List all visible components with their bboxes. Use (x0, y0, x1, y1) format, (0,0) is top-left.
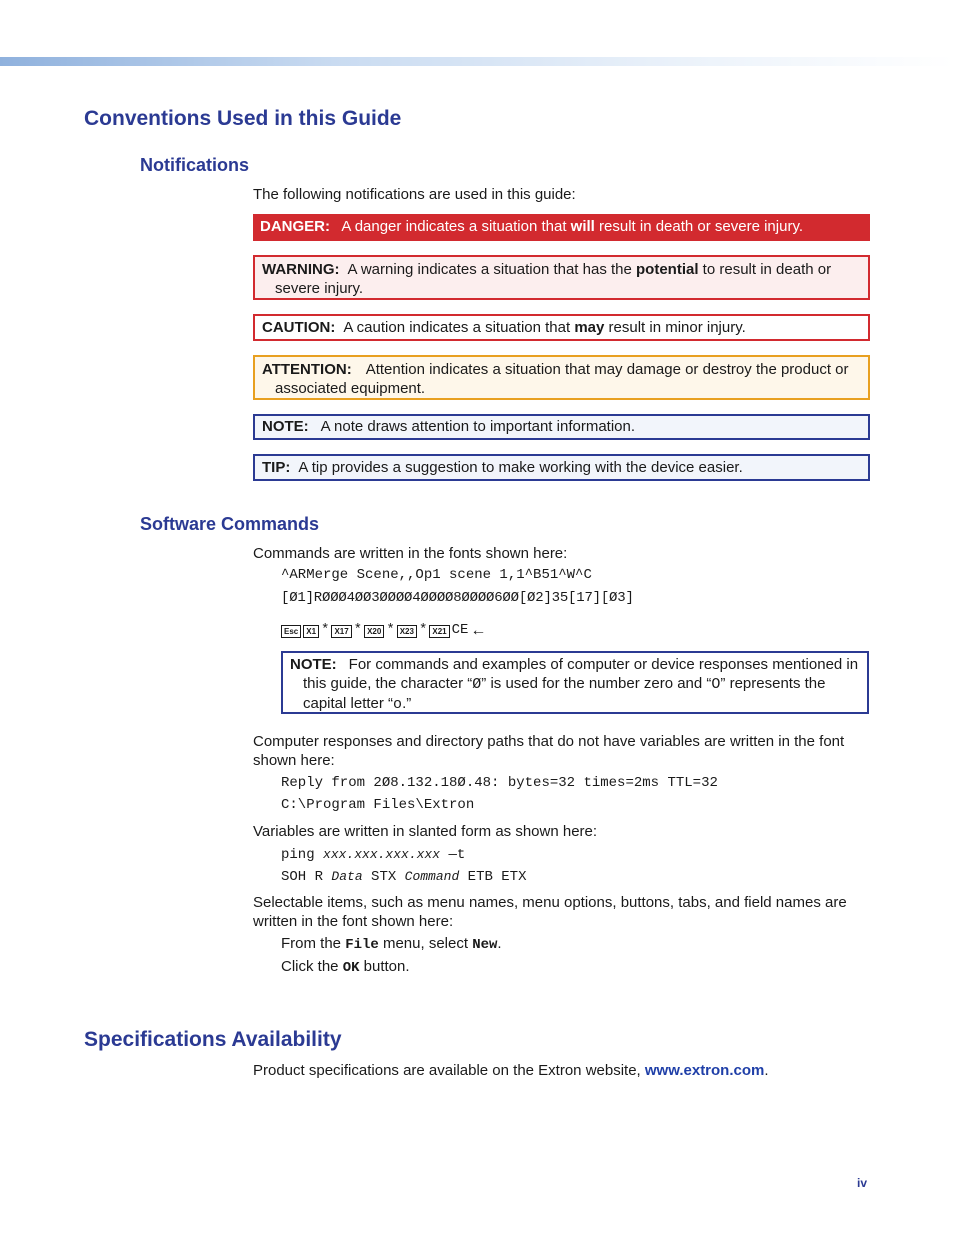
ping-text: ping (281, 847, 324, 863)
caution-box (253, 314, 870, 341)
key-ce: CE (451, 622, 469, 638)
key-x21: X21 (429, 625, 449, 638)
stx-text: STX (362, 869, 405, 885)
ip-variable: xxx.xxx.xxx.xxx (323, 847, 441, 862)
asterisk: * (386, 622, 395, 638)
key-sequence (281, 622, 486, 638)
variable-example-soh (281, 867, 526, 887)
note-zero-box (281, 651, 869, 714)
tip-box (253, 454, 870, 481)
period: . (764, 1062, 769, 1079)
warning-text-end: to result in death or severe injury. (275, 261, 832, 297)
asterisk: * (418, 622, 428, 638)
software-intro: Commands are written in the fonts shown here: (253, 545, 568, 562)
enter-arrow-icon: ← (470, 622, 487, 639)
tip-label: TIP: (262, 459, 291, 476)
attention-box (253, 355, 870, 400)
asterisk: * (353, 622, 363, 638)
variables-intro: Variables are written in slanted form as shown here: (253, 823, 598, 840)
attention-text: Attention indicates a situation that may damage or destroy the product or associated equipment. (275, 361, 849, 397)
specs-sentence: Product specifications are available on the Extron website, (253, 1062, 645, 1079)
note-text: A note draws attention to important information. (320, 418, 636, 435)
from-the-text: From the (281, 935, 346, 952)
caution-text-end: result in minor injury. (604, 319, 746, 336)
warning-text: A warning indicates a situation that has the (347, 261, 637, 278)
warning-bold: potential (636, 261, 699, 278)
etb-text: ETB ETX (459, 869, 527, 885)
attention-label: ATTENTION: (262, 361, 352, 378)
t-flag: —t (440, 847, 466, 863)
note-zero-label: NOTE: (290, 656, 337, 673)
warning-label: WARNING: (262, 261, 340, 278)
selectable-example-button (281, 957, 410, 978)
asterisk: * (321, 622, 330, 638)
danger-label: DANGER: (260, 218, 330, 235)
heading-notifications: Notifications (140, 155, 250, 175)
file-menu-name: File (345, 937, 379, 953)
responses-intro: Computer responses and directory paths that do not have variables are written in the font shown here: (253, 733, 845, 769)
o-char: o (393, 696, 403, 713)
button-text: button. (359, 958, 410, 975)
command-example-2: [Ø1]RØØØ4ØØ3ØØØØ4ØØØØ8ØØØØ6ØØ[Ø2]35[17][Ø3] (281, 590, 634, 606)
heading-specifications: Specifications Availability (84, 1028, 342, 1051)
command-variable: Command (404, 869, 460, 884)
key-x1: X1 (303, 625, 319, 638)
heading-conventions: Conventions Used in this Guide (84, 107, 402, 130)
extron-website-link[interactable]: www.extron.com (644, 1062, 765, 1079)
note-box (253, 414, 870, 440)
caution-bold: may (574, 319, 605, 336)
click-the-text: Click the (281, 958, 343, 975)
command-example-1: ^ARMerge Scene,,Op1 scene 1,1^B51^W^C (281, 567, 592, 583)
caution-label: CAUTION: (262, 319, 336, 336)
caution-text: A caution indicates a situation that (343, 319, 575, 336)
note-label: NOTE: (262, 418, 309, 435)
key-x20: X20 (364, 625, 384, 638)
note-zero-text: ” is used for the number zero and “ (481, 675, 712, 692)
period: . (497, 935, 502, 952)
note-zero-text: ” represents the capital letter “ (303, 675, 826, 712)
danger-box (253, 214, 870, 241)
key-x23: X23 (397, 625, 417, 638)
specs-text (253, 1061, 769, 1080)
note-zero-text: .” (402, 695, 412, 712)
soh-text: SOH R (281, 869, 332, 885)
selectable-example-menu (281, 934, 502, 955)
key-esc: Esc (281, 625, 301, 638)
tip-text: A tip provides a suggestion to make working with the device easier. (298, 459, 743, 476)
ok-button-name: OK (342, 960, 360, 976)
danger-text: A danger indicates a situation that (341, 218, 571, 235)
danger-bold: will (570, 218, 595, 235)
notifications-intro: The following notifications are used in this guide: (253, 186, 576, 203)
page-number: iv (857, 1176, 868, 1190)
warning-box (253, 255, 870, 300)
key-x17: X17 (331, 625, 351, 638)
oh-char: O (711, 676, 721, 693)
selectable-intro: Selectable items, such as menu names, menu options, buttons, tabs, and field names are written in the font shown here: (253, 894, 847, 930)
header-gradient-bar (0, 57, 954, 66)
note-zero-text: For commands and examples of computer or device responses mentioned in this guide, the character “ (303, 656, 859, 692)
heading-software-commands: Software Commands (140, 514, 320, 534)
response-example: Reply from 2Ø8.132.18Ø.48: bytes=32 times=2ms TTL=32 (281, 775, 718, 791)
variable-example-ping (281, 845, 465, 865)
data-variable: Data (331, 869, 363, 884)
zero-char: Ø (472, 676, 482, 693)
menu-select-text: menu, select (378, 935, 473, 952)
directory-path-example: C:\Program Files\Extron (281, 797, 475, 813)
danger-text-end: result in death or severe injury. (594, 218, 803, 235)
new-option-name: New (472, 937, 498, 953)
